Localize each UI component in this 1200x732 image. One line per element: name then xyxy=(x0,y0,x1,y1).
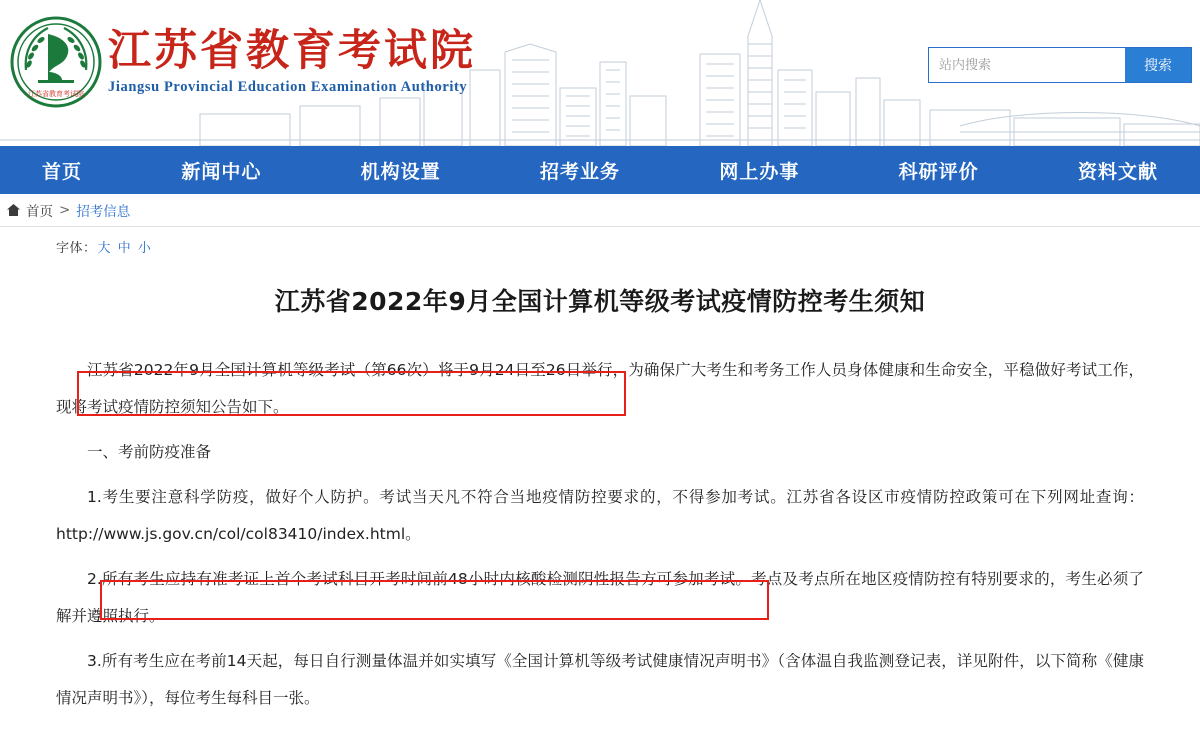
font-size-medium[interactable]: 中 xyxy=(117,241,132,256)
font-size-control xyxy=(56,237,1144,256)
page-title: 江苏省2022年9月全国计算机等级考试疫情防控考生须知 xyxy=(274,287,926,316)
article-paragraph: 江苏省2022年9月全国计算机等级考试（第66次）将于9月24日至26日举行，为确保广大考生和考务工作人员身体健康和生命安全，平稳做好考试工作，现将考试疫情防控须知公告如下。 xyxy=(56,361,1144,416)
site-logo[interactable] xyxy=(8,14,476,110)
nav-item-online[interactable]: 网上办事 xyxy=(719,160,800,183)
breadcrumb-separator: > xyxy=(59,202,71,218)
article-paragraph: 3.所有考生应在考前14天起，每日自行测量体温并如实填写《全国计算机等级考试健康情况声明书》（含体温自我监测登记表，详见附件，以下简称《健康情况声明书》），每位考生每科目一张。 xyxy=(56,652,1144,707)
article-paragraph: 一、考前防疫准备 xyxy=(87,443,212,461)
svg-text:江苏省教育考试院: 江苏省教育考试院 xyxy=(28,90,84,98)
breadcrumb-home[interactable]: 首页 xyxy=(26,204,53,220)
nav-item-exam-biz[interactable]: 招考业务 xyxy=(539,160,620,183)
article-body xyxy=(56,352,1144,717)
font-size-large[interactable]: 大 xyxy=(97,241,112,256)
font-size-label: 字体： xyxy=(56,241,97,256)
article-paragraph: 1.考生要注意科学防疫，做好个人防护。考试当天凡不符合当地疫情防控要求的，不得参加考试。江苏省各设区市疫情防控政策可在下列网址查询：http://www.js.gov.cn/col/col83410/index.html。 xyxy=(56,488,1144,543)
breadcrumb-current[interactable]: 招考信息 xyxy=(76,204,131,220)
article-paragraph: 2.所有考生应持有准考证上首个考试科目开考时间前48小时内核酸检测阴性报告方可参加考试。考点及考点所在地区疫情防控有特别要求的，考生必须了解并遵照执行。 xyxy=(56,570,1144,625)
main-navigation xyxy=(0,146,1200,194)
breadcrumb xyxy=(0,194,1200,227)
site-header xyxy=(0,0,1200,146)
font-size-small[interactable]: 小 xyxy=(137,241,152,256)
search-button[interactable]: 搜索 xyxy=(1125,48,1191,82)
home-icon xyxy=(6,203,21,217)
nav-item-research[interactable]: 科研评价 xyxy=(898,160,979,183)
nav-item-documents[interactable]: 资料文献 xyxy=(1077,160,1158,183)
authority-emblem-icon xyxy=(8,14,104,110)
brand-name-en: Jiangsu Provincial Education Examination Authority xyxy=(108,78,468,95)
nav-item-home[interactable]: 首页 xyxy=(42,160,83,183)
site-search[interactable] xyxy=(928,47,1192,83)
nav-item-news[interactable]: 新闻中心 xyxy=(181,160,262,183)
search-input[interactable] xyxy=(929,48,1125,82)
nav-item-org[interactable]: 机构设置 xyxy=(360,160,441,183)
article-container xyxy=(0,237,1200,717)
brand-name-cn: 江苏省教育考试院 xyxy=(108,25,476,76)
